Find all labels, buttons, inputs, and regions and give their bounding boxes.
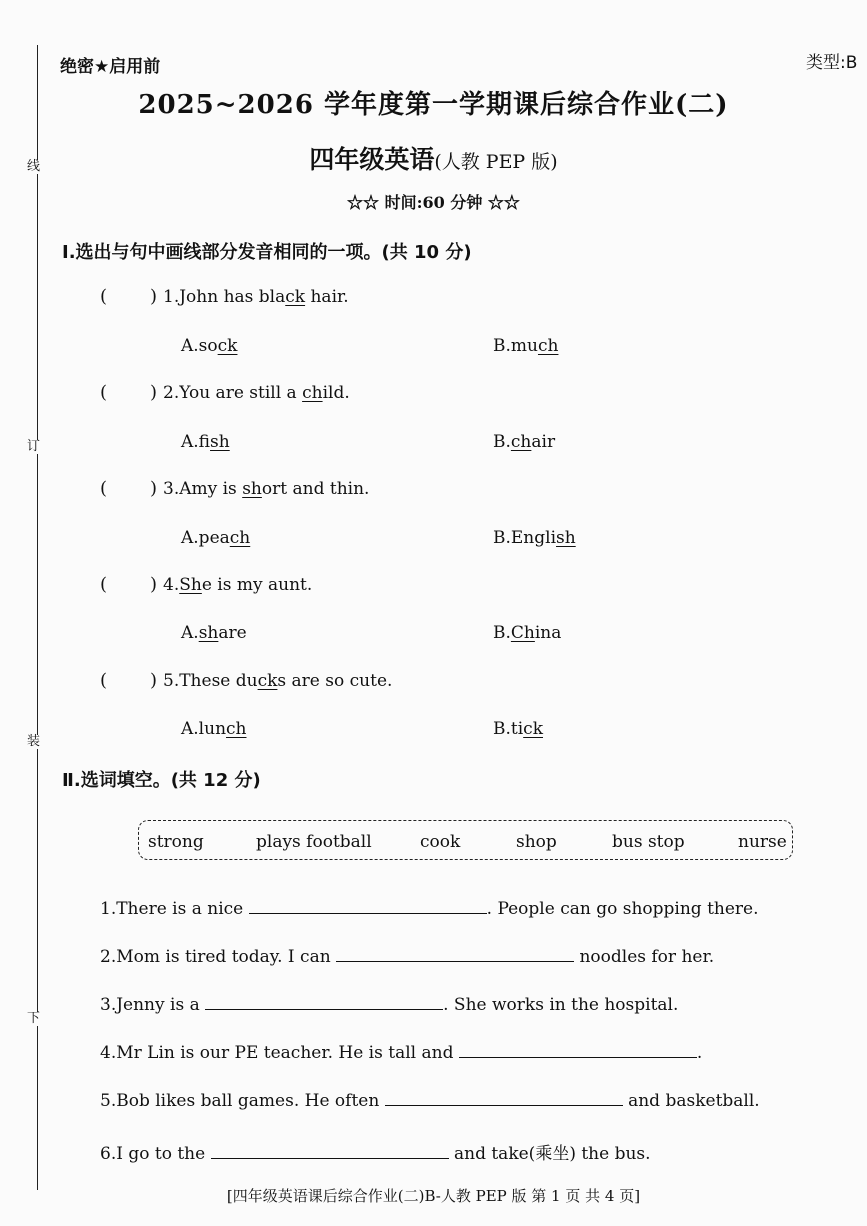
fill-sentence-3: 3.Jenny is a . She works in the hospital. [100,995,679,1015]
answer-paren-open[interactable]: ( [100,670,108,691]
option-3a: A.peach [181,528,251,548]
word-bank-item: nurse [738,832,787,852]
answer-paren-close: ) [150,478,158,499]
question-5: 5.These ducks are so cute. [163,671,393,691]
answer-blank[interactable] [249,899,487,914]
word-bank-item: strong [148,832,204,852]
page-footer: [四年级英语课后综合作业(二)B-人教 PEP 版 第 1 页 共 4 页] [226,1187,641,1205]
answer-paren-open[interactable]: ( [100,574,108,595]
fill-sentence-1: 1.There is a nice . People can go shopping there. [100,899,759,919]
word-bank-item: bus stop [612,832,685,852]
answer-blank[interactable] [211,1144,449,1159]
option-2b: B.chair [493,432,556,452]
answer-blank[interactable] [336,947,574,962]
answer-paren-close: ) [150,574,158,595]
word-bank-item: plays football [256,832,372,852]
binding-char-xian: 线 [27,159,41,174]
page-title: 2025~2026 学年度第一学期课后综合作业(二) [138,90,729,120]
option-4b: B.China [493,623,562,643]
answer-paren-open[interactable]: ( [100,382,108,403]
fill-sentence-4: 4.Mr Lin is our PE teacher. He is tall and . [100,1043,703,1063]
answer-blank[interactable] [459,1043,697,1058]
binding-char-xia: 下 [27,1011,41,1026]
option-5a: A.lunch [181,719,247,739]
option-2a: A.fish [181,432,230,452]
section-2-heading: Ⅱ.选词填空。(共 12 分) [62,770,261,791]
section-1-heading: Ⅰ.选出与句中画线部分发音相同的一项。(共 10 分) [62,242,472,263]
question-3: 3.Amy is short and thin. [163,479,370,499]
binding-char-ding: 订 [27,439,41,454]
question-4: 4.She is my aunt. [163,575,313,595]
option-3b: B.English [493,528,576,548]
fill-sentence-2: 2.Mom is tired today. I can noodles for her. [100,947,715,967]
binding-char-zhuang: 装 [27,734,41,749]
paper-type-label: 类型:B [806,53,858,73]
option-4a: A.share [181,623,247,643]
time-info: ☆☆ 时间:60 分钟 ☆☆ [347,193,520,212]
page-subtitle [0,140,867,176]
answer-paren-close: ) [150,670,158,691]
word-bank-item: shop [516,832,557,852]
answer-paren-close: ) [150,382,158,403]
answer-paren-close: ) [150,286,158,307]
answer-blank[interactable] [385,1091,623,1106]
option-5b: B.tick [493,719,543,739]
subtitle-main: 四年级英语 [309,145,435,174]
option-1b: B.much [493,336,559,356]
question-2: 2.You are still a child. [163,383,350,403]
fill-sentence-5: 5.Bob likes ball games. He often and basketball. [100,1091,760,1111]
answer-blank[interactable] [205,995,443,1010]
word-bank-item: cook [420,832,461,852]
answer-paren-open[interactable]: ( [100,286,108,307]
option-1a: A.sock [181,336,238,356]
answer-paren-open[interactable]: ( [100,478,108,499]
question-1: 1.John has black hair. [163,287,349,307]
subtitle-edition: (人教 PEP 版) [434,151,558,173]
word-bank-box [138,820,793,860]
confidential-label: 绝密★启用前 [60,57,161,77]
fill-sentence-6: 6.I go to the and take(乘坐) the bus. [100,1144,651,1164]
